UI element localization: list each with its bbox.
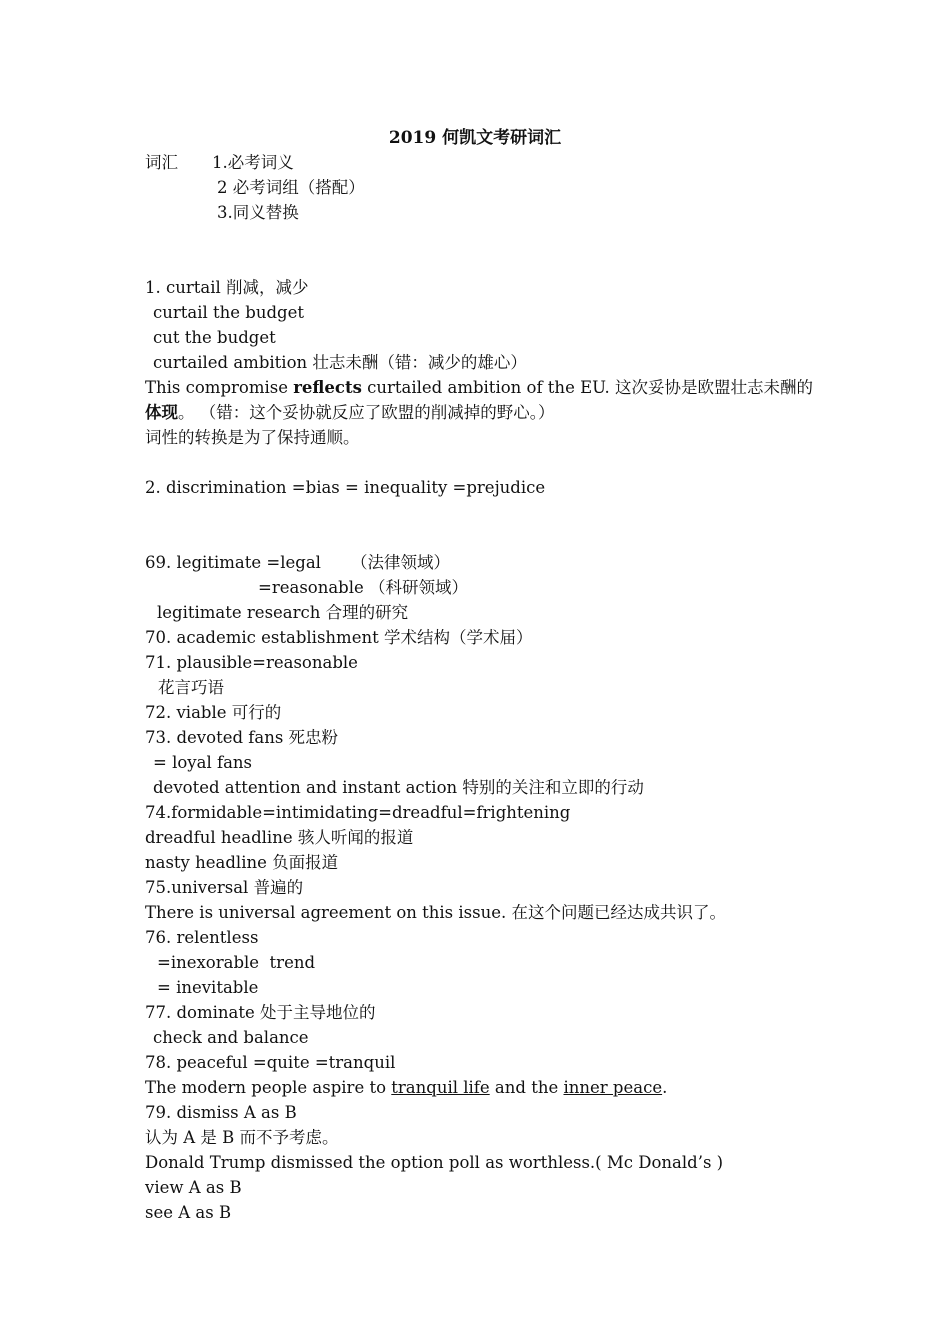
entry-72-heading: 72. viable 可行的 (145, 703, 282, 722)
spacer (145, 500, 825, 525)
entry-79-alt: see A as B (145, 1203, 232, 1222)
sentence-part: curtailed ambition of the EU. 这次妥协是欧盟壮志未酬的 (361, 378, 813, 397)
spacer (145, 450, 825, 475)
entry-74-example: dreadful headline 骇人听闻的报道 (145, 828, 414, 847)
entry-76-synonym: =inexorable trend (157, 953, 316, 972)
entry-78-heading: 78. peaceful =quite =tranquil (145, 1053, 396, 1072)
sentence-part: 。 （错：这个妥协就反应了欧盟的削减掉的野心。） (178, 403, 555, 422)
document-body (145, 150, 825, 1225)
underlined-phrase: inner peace (563, 1078, 663, 1097)
entry-1-heading: 1. curtail 削减，减少 (145, 278, 309, 297)
page-title: 2019 何凯文考研词汇 (388, 128, 562, 148)
entry-69-note: （法律领域） (350, 553, 450, 572)
entry-1-example: curtailed ambition 壮志未酬（错：减少的雄心） (153, 353, 527, 372)
entry-1-example: curtail the budget (153, 303, 304, 322)
entry-73-heading: 73. devoted fans 死忠粉 (145, 728, 339, 747)
entry-76-heading: 76. relentless (145, 928, 259, 947)
entry-70-heading: 70. academic establishment 学术结构（学术届） (145, 628, 533, 647)
entry-69-synonym: =reasonable （科研领域） (258, 578, 469, 597)
entry-74-heading: 74.formidable=intimidating=dreadful=frightening (145, 803, 571, 822)
bold-word: reflects (293, 378, 362, 397)
entry-73-synonym: = loyal fans (153, 753, 252, 772)
entry-75-heading: 75.universal 普遍的 (145, 878, 304, 897)
sentence-part: . (662, 1078, 668, 1097)
entry-76-synonym: = inevitable (157, 978, 259, 997)
entry-74-example: nasty headline 负面报道 (145, 853, 339, 872)
sentence-part: The modern people aspire to (145, 1078, 392, 1097)
sentence-part: and the (489, 1078, 564, 1097)
toc-item-2: 2 必考词组（搭配） (217, 178, 365, 197)
toc-item-3: 3.同义替换 (217, 203, 299, 222)
toc-label: 词汇 (145, 153, 178, 172)
entry-73-example: devoted attention and instant action 特别的关注和立即的行动 (153, 778, 644, 797)
entry-71-example: 花言巧语 (158, 678, 224, 697)
toc-row-1 (145, 150, 825, 175)
entry-1-note: 词性的转换是为了保持通顺。 (145, 428, 360, 447)
underlined-phrase: tranquil life (391, 1078, 490, 1097)
entry-69-term: 69. legitimate =legal (145, 553, 321, 572)
entry-71-heading: 71. plausible=reasonable (145, 653, 358, 672)
bold-word: 体现 (145, 403, 178, 422)
entry-79-meaning: 认为 A 是 B 而不予考虑。 (145, 1128, 339, 1147)
entry-78-example (145, 1075, 825, 1100)
entry-69-heading (145, 550, 825, 575)
toc-item-1: 1.必考词义 (212, 153, 294, 172)
entry-1-sentence (145, 375, 825, 425)
entry-79-heading: 79. dismiss A as B (145, 1103, 297, 1122)
spacer (145, 525, 825, 550)
entry-79-alt: view A as B (145, 1178, 242, 1197)
entry-1-example: cut the budget (153, 328, 276, 347)
entry-69-example: legitimate research 合理的研究 (157, 603, 409, 622)
entry-2-heading: 2. discrimination =bias = inequality =prejudice (145, 478, 546, 497)
sentence-part: This compromise (145, 378, 294, 397)
entry-75-example: There is universal agreement on this issue. 在这个问题已经达成共识了。 (145, 903, 726, 922)
entry-77-example: check and balance (153, 1028, 309, 1047)
entry-79-example: Donald Trump dismissed the option poll as worthless.( Mc Donald’s ) (145, 1153, 724, 1172)
entry-77-heading: 77. dominate 处于主导地位的 (145, 1003, 376, 1022)
spacer (145, 250, 825, 275)
spacer (145, 225, 825, 250)
